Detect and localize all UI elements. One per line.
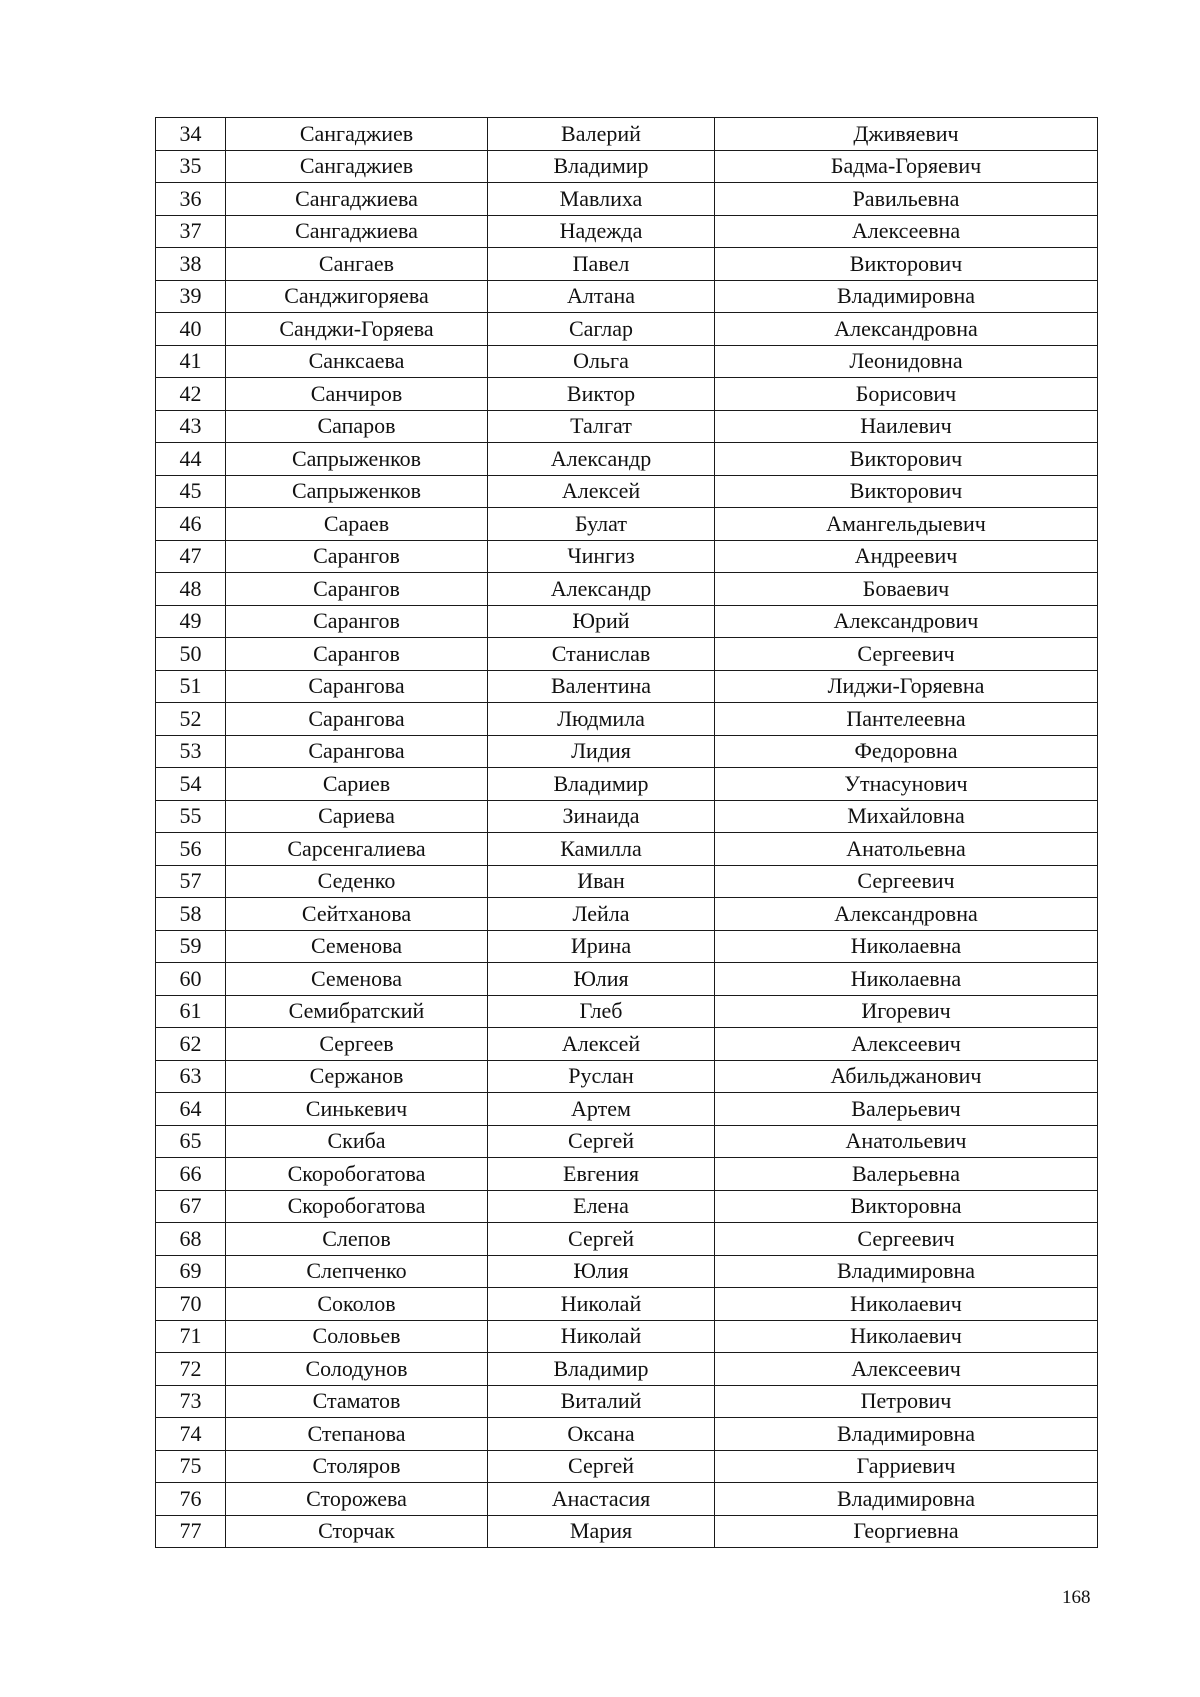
last-name-cell: Санджигоряева	[226, 280, 488, 313]
last-name-cell: Санджи-Горяева	[226, 313, 488, 346]
table-row	[156, 410, 1098, 443]
last-name-cell: Сторожева	[226, 1483, 488, 1516]
first-name-cell: Камилла	[488, 833, 715, 866]
patronymic-cell: Валерьевич	[715, 1093, 1098, 1126]
last-name-cell: Скоробогатова	[226, 1158, 488, 1191]
last-name-cell: Столяров	[226, 1450, 488, 1483]
table-row	[156, 475, 1098, 508]
table-row	[156, 1223, 1098, 1256]
last-name-cell: Сарангов	[226, 605, 488, 638]
patronymic-cell: Борисович	[715, 378, 1098, 411]
table-row	[156, 1353, 1098, 1386]
last-name-cell: Седенко	[226, 865, 488, 898]
row-number-cell: 77	[156, 1515, 226, 1548]
table-row	[156, 1515, 1098, 1548]
row-number-cell: 58	[156, 898, 226, 931]
last-name-cell: Сарангова	[226, 703, 488, 736]
first-name-cell: Анастасия	[488, 1483, 715, 1516]
patronymic-cell: Николаевич	[715, 1320, 1098, 1353]
row-number-cell: 37	[156, 215, 226, 248]
first-name-cell: Владимир	[488, 1353, 715, 1386]
first-name-cell: Оксана	[488, 1418, 715, 1451]
row-number-cell: 62	[156, 1028, 226, 1061]
row-number-cell: 48	[156, 573, 226, 606]
table-row	[156, 248, 1098, 281]
patronymic-cell: Викторовна	[715, 1190, 1098, 1223]
patronymic-cell: Лиджи-Горяевна	[715, 670, 1098, 703]
last-name-cell: Солодунов	[226, 1353, 488, 1386]
table-row	[156, 1288, 1098, 1321]
first-name-cell: Людмила	[488, 703, 715, 736]
table-row	[156, 930, 1098, 963]
last-name-cell: Сангаев	[226, 248, 488, 281]
first-name-cell: Алтана	[488, 280, 715, 313]
table-row	[156, 280, 1098, 313]
first-name-cell: Виктор	[488, 378, 715, 411]
first-name-cell: Юлия	[488, 1255, 715, 1288]
row-number-cell: 67	[156, 1190, 226, 1223]
first-name-cell: Виталий	[488, 1385, 715, 1418]
patronymic-cell: Анатольевна	[715, 833, 1098, 866]
first-name-cell: Сергей	[488, 1125, 715, 1158]
table-row	[156, 833, 1098, 866]
table-row	[156, 1418, 1098, 1451]
last-name-cell: Семенова	[226, 930, 488, 963]
table-row	[156, 865, 1098, 898]
patronymic-cell: Алексеевич	[715, 1028, 1098, 1061]
last-name-cell: Семибратский	[226, 995, 488, 1028]
table-row	[156, 1190, 1098, 1223]
last-name-cell: Сейтханова	[226, 898, 488, 931]
last-name-cell: Сангаджиева	[226, 215, 488, 248]
row-number-cell: 57	[156, 865, 226, 898]
row-number-cell: 43	[156, 410, 226, 443]
patronymic-cell: Бадма-Горяевич	[715, 150, 1098, 183]
first-name-cell: Руслан	[488, 1060, 715, 1093]
table-row	[156, 345, 1098, 378]
patronymic-cell: Абильджанович	[715, 1060, 1098, 1093]
first-name-cell: Артем	[488, 1093, 715, 1126]
table-row	[156, 508, 1098, 541]
first-name-cell: Евгения	[488, 1158, 715, 1191]
patronymic-cell: Наилевич	[715, 410, 1098, 443]
row-number-cell: 61	[156, 995, 226, 1028]
last-name-cell: Сапаров	[226, 410, 488, 443]
patronymic-cell: Сергеевич	[715, 865, 1098, 898]
table-row	[156, 118, 1098, 151]
row-number-cell: 44	[156, 443, 226, 476]
last-name-cell: Сторчак	[226, 1515, 488, 1548]
table-row	[156, 1158, 1098, 1191]
row-number-cell: 42	[156, 378, 226, 411]
first-name-cell: Валентина	[488, 670, 715, 703]
first-name-cell: Лидия	[488, 735, 715, 768]
row-number-cell: 55	[156, 800, 226, 833]
patronymic-cell: Анатольевич	[715, 1125, 1098, 1158]
table-row	[156, 540, 1098, 573]
first-name-cell: Глеб	[488, 995, 715, 1028]
patronymic-cell: Сергеевич	[715, 638, 1098, 671]
patronymic-cell: Михайловна	[715, 800, 1098, 833]
patronymic-cell: Александровна	[715, 898, 1098, 931]
patronymic-cell: Викторович	[715, 443, 1098, 476]
first-name-cell: Талгат	[488, 410, 715, 443]
table-row	[156, 703, 1098, 736]
row-number-cell: 53	[156, 735, 226, 768]
table-row	[156, 443, 1098, 476]
table-row	[156, 1385, 1098, 1418]
row-number-cell: 56	[156, 833, 226, 866]
table-row	[156, 1255, 1098, 1288]
first-name-cell: Ирина	[488, 930, 715, 963]
last-name-cell: Сарангова	[226, 670, 488, 703]
first-name-cell: Владимир	[488, 150, 715, 183]
first-name-cell: Александр	[488, 573, 715, 606]
table-row	[156, 638, 1098, 671]
first-name-cell: Зинаида	[488, 800, 715, 833]
patronymic-cell: Алексеевич	[715, 1353, 1098, 1386]
table-row	[156, 1125, 1098, 1158]
last-name-cell: Санчиров	[226, 378, 488, 411]
row-number-cell: 66	[156, 1158, 226, 1191]
patronymic-cell: Амангельдыевич	[715, 508, 1098, 541]
row-number-cell: 60	[156, 963, 226, 996]
patronymic-cell: Викторович	[715, 475, 1098, 508]
last-name-cell: Санксаева	[226, 345, 488, 378]
table-row	[156, 995, 1098, 1028]
first-name-cell: Елена	[488, 1190, 715, 1223]
row-number-cell: 69	[156, 1255, 226, 1288]
patronymic-cell: Владимировна	[715, 1418, 1098, 1451]
last-name-cell: Сараев	[226, 508, 488, 541]
table-body	[156, 118, 1098, 1548]
first-name-cell: Сергей	[488, 1450, 715, 1483]
first-name-cell: Саглар	[488, 313, 715, 346]
row-number-cell: 54	[156, 768, 226, 801]
row-number-cell: 45	[156, 475, 226, 508]
table-row	[156, 1450, 1098, 1483]
patronymic-cell: Георгиевна	[715, 1515, 1098, 1548]
row-number-cell: 75	[156, 1450, 226, 1483]
first-name-cell: Алексей	[488, 475, 715, 508]
first-name-cell: Валерий	[488, 118, 715, 151]
first-name-cell: Чингиз	[488, 540, 715, 573]
row-number-cell: 70	[156, 1288, 226, 1321]
last-name-cell: Скоробогатова	[226, 1190, 488, 1223]
patronymic-cell: Равильевна	[715, 183, 1098, 216]
table-row	[156, 605, 1098, 638]
first-name-cell: Станислав	[488, 638, 715, 671]
row-number-cell: 35	[156, 150, 226, 183]
last-name-cell: Соловьев	[226, 1320, 488, 1353]
first-name-cell: Алексей	[488, 1028, 715, 1061]
first-name-cell: Юлия	[488, 963, 715, 996]
last-name-cell: Соколов	[226, 1288, 488, 1321]
table-row	[156, 215, 1098, 248]
patronymic-cell: Сергеевич	[715, 1223, 1098, 1256]
first-name-cell: Сергей	[488, 1223, 715, 1256]
last-name-cell: Сапрыженков	[226, 443, 488, 476]
row-number-cell: 39	[156, 280, 226, 313]
last-name-cell: Сергеев	[226, 1028, 488, 1061]
patronymic-cell: Владимировна	[715, 1255, 1098, 1288]
patronymic-cell: Гарриевич	[715, 1450, 1098, 1483]
table-row	[156, 150, 1098, 183]
last-name-cell: Сариев	[226, 768, 488, 801]
first-name-cell: Павел	[488, 248, 715, 281]
table-row	[156, 1320, 1098, 1353]
first-name-cell: Владимир	[488, 768, 715, 801]
first-name-cell: Лейла	[488, 898, 715, 931]
last-name-cell: Сапрыженков	[226, 475, 488, 508]
row-number-cell: 52	[156, 703, 226, 736]
last-name-cell: Сержанов	[226, 1060, 488, 1093]
last-name-cell: Степанова	[226, 1418, 488, 1451]
last-name-cell: Семенова	[226, 963, 488, 996]
table-row	[156, 1028, 1098, 1061]
patronymic-cell: Боваевич	[715, 573, 1098, 606]
row-number-cell: 40	[156, 313, 226, 346]
page-number: 168	[1062, 1587, 1091, 1608]
row-number-cell: 59	[156, 930, 226, 963]
row-number-cell: 76	[156, 1483, 226, 1516]
table-row	[156, 898, 1098, 931]
first-name-cell: Булат	[488, 508, 715, 541]
row-number-cell: 41	[156, 345, 226, 378]
patronymic-cell: Леонидовна	[715, 345, 1098, 378]
last-name-cell: Сангаджиева	[226, 183, 488, 216]
table-row	[156, 735, 1098, 768]
row-number-cell: 74	[156, 1418, 226, 1451]
patronymic-cell: Пантелеевна	[715, 703, 1098, 736]
patronymic-cell: Николаевна	[715, 930, 1098, 963]
last-name-cell: Сарангов	[226, 638, 488, 671]
patronymic-cell: Николаевич	[715, 1288, 1098, 1321]
table-row	[156, 670, 1098, 703]
first-name-cell: Николай	[488, 1288, 715, 1321]
patronymic-cell: Игоревич	[715, 995, 1098, 1028]
row-number-cell: 65	[156, 1125, 226, 1158]
table-row	[156, 1483, 1098, 1516]
patronymic-cell: Дживяевич	[715, 118, 1098, 151]
last-name-cell: Сангаджиев	[226, 150, 488, 183]
last-name-cell: Сарангов	[226, 573, 488, 606]
last-name-cell: Сарсенгалиева	[226, 833, 488, 866]
table-row	[156, 378, 1098, 411]
patronymic-cell: Владимировна	[715, 280, 1098, 313]
last-name-cell: Скиба	[226, 1125, 488, 1158]
last-name-cell: Сангаджиев	[226, 118, 488, 151]
row-number-cell: 49	[156, 605, 226, 638]
table-row	[156, 573, 1098, 606]
row-number-cell: 64	[156, 1093, 226, 1126]
table-row	[156, 1093, 1098, 1126]
patronymic-cell: Валерьевна	[715, 1158, 1098, 1191]
patronymic-cell: Утнасунович	[715, 768, 1098, 801]
table-row	[156, 963, 1098, 996]
row-number-cell: 71	[156, 1320, 226, 1353]
row-number-cell: 72	[156, 1353, 226, 1386]
table-row	[156, 800, 1098, 833]
patronymic-cell: Александрович	[715, 605, 1098, 638]
first-name-cell: Надежда	[488, 215, 715, 248]
row-number-cell: 50	[156, 638, 226, 671]
row-number-cell: 73	[156, 1385, 226, 1418]
row-number-cell: 68	[156, 1223, 226, 1256]
table-row	[156, 183, 1098, 216]
last-name-cell: Сарангова	[226, 735, 488, 768]
row-number-cell: 63	[156, 1060, 226, 1093]
row-number-cell: 51	[156, 670, 226, 703]
first-name-cell: Николай	[488, 1320, 715, 1353]
person-list-table	[155, 117, 1098, 1548]
last-name-cell: Синькевич	[226, 1093, 488, 1126]
patronymic-cell: Андреевич	[715, 540, 1098, 573]
patronymic-cell: Петрович	[715, 1385, 1098, 1418]
patronymic-cell: Викторович	[715, 248, 1098, 281]
last-name-cell: Сарангов	[226, 540, 488, 573]
row-number-cell: 36	[156, 183, 226, 216]
row-number-cell: 46	[156, 508, 226, 541]
first-name-cell: Мария	[488, 1515, 715, 1548]
first-name-cell: Иван	[488, 865, 715, 898]
first-name-cell: Юрий	[488, 605, 715, 638]
table-row	[156, 768, 1098, 801]
table-row	[156, 1060, 1098, 1093]
patronymic-cell: Федоровна	[715, 735, 1098, 768]
last-name-cell: Стаматов	[226, 1385, 488, 1418]
patronymic-cell: Владимировна	[715, 1483, 1098, 1516]
last-name-cell: Слепов	[226, 1223, 488, 1256]
row-number-cell: 34	[156, 118, 226, 151]
first-name-cell: Александр	[488, 443, 715, 476]
first-name-cell: Мавлиха	[488, 183, 715, 216]
patronymic-cell: Николаевна	[715, 963, 1098, 996]
last-name-cell: Сариева	[226, 800, 488, 833]
patronymic-cell: Александровна	[715, 313, 1098, 346]
row-number-cell: 38	[156, 248, 226, 281]
first-name-cell: Ольга	[488, 345, 715, 378]
table-row	[156, 313, 1098, 346]
row-number-cell: 47	[156, 540, 226, 573]
patronymic-cell: Алексеевна	[715, 215, 1098, 248]
last-name-cell: Слепченко	[226, 1255, 488, 1288]
